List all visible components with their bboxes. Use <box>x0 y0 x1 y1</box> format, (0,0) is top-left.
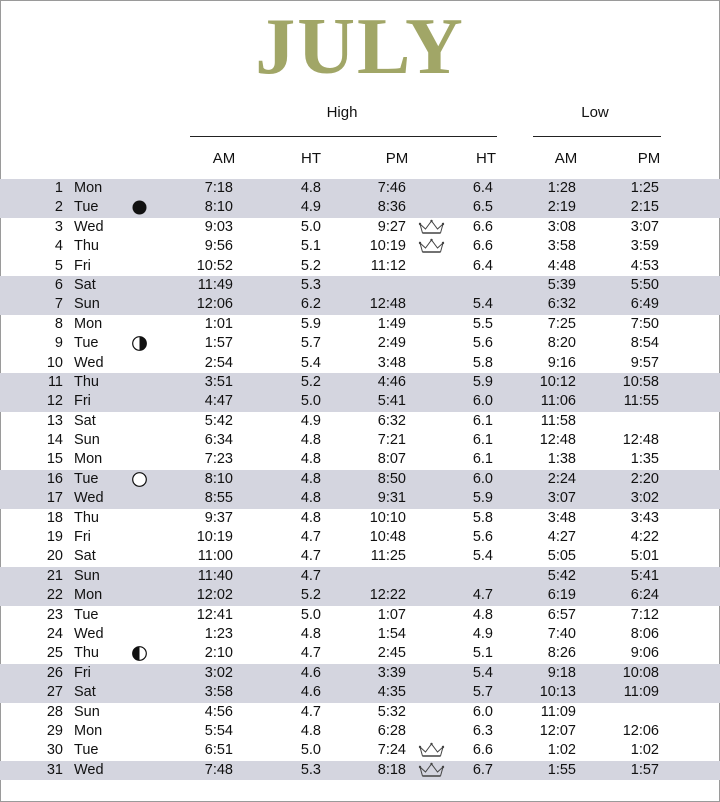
high-am-height: 5.2 <box>300 587 321 604</box>
low-pm-time: 1:35 <box>630 451 659 468</box>
day-number: 18 <box>46 509 63 526</box>
table-row <box>0 761 720 780</box>
high-am-height: 4.7 <box>300 645 321 662</box>
col-header-low-pm: PM <box>637 150 661 167</box>
high-pm-time: 2:45 <box>377 645 406 662</box>
low-pm-time: 5:50 <box>630 276 659 293</box>
page-title: JULY <box>255 3 465 91</box>
weekday: Mon <box>74 587 103 604</box>
table-row <box>0 412 720 431</box>
high-am-time: 9:56 <box>204 238 233 255</box>
weekday: Wed <box>74 625 104 642</box>
high-pm-height: 6.1 <box>472 432 493 449</box>
high-am-time: 11:00 <box>197 548 233 565</box>
high-pm-time: 3:48 <box>377 354 406 371</box>
last-quarter-moon-icon <box>131 646 148 661</box>
high-am-height: 5.3 <box>300 761 321 778</box>
day-number: 14 <box>46 432 63 449</box>
low-pm-time: 7:50 <box>630 315 659 332</box>
table-row <box>0 664 720 683</box>
weekday: Tue <box>74 199 99 216</box>
table-row <box>0 741 720 760</box>
day-number: 5 <box>54 257 63 274</box>
low-am-time: 5:39 <box>547 276 576 293</box>
weekday: Mon <box>74 451 103 468</box>
high-am-time: 1:23 <box>204 625 233 642</box>
high-am-time: 2:54 <box>204 354 233 371</box>
high-am-height: 5.9 <box>300 315 321 332</box>
weekday: Thu <box>74 238 99 255</box>
high-pm-time: 6:28 <box>377 722 406 739</box>
low-am-time: 2:19 <box>547 199 576 216</box>
high-am-time: 8:10 <box>204 470 233 487</box>
high-pm-height: 5.5 <box>472 315 493 332</box>
weekday: Sun <box>74 703 100 720</box>
low-pm-time: 11:09 <box>623 684 659 701</box>
day-number: 26 <box>46 664 63 681</box>
day-number: 12 <box>46 393 63 410</box>
high-am-time: 10:19 <box>196 529 233 546</box>
day-number: 10 <box>46 354 63 371</box>
high-pm-height: 6.1 <box>472 451 493 468</box>
high-am-time: 6:34 <box>204 432 233 449</box>
table-row <box>0 567 720 586</box>
high-pm-height: 6.3 <box>472 722 493 739</box>
low-am-time: 3:48 <box>547 509 576 526</box>
day-number: 9 <box>54 335 63 352</box>
high-pm-time: 9:31 <box>377 490 406 507</box>
weekday: Fri <box>74 393 91 410</box>
table-row <box>0 373 720 392</box>
low-pm-time: 1:57 <box>630 761 659 778</box>
high-am-time: 12:41 <box>196 606 233 623</box>
low-pm-time: 5:01 <box>630 548 659 565</box>
table-row <box>0 257 720 276</box>
day-number: 20 <box>46 548 63 565</box>
high-am-height: 6.2 <box>300 296 321 313</box>
weekday: Tue <box>74 470 99 487</box>
day-number: 30 <box>46 742 63 759</box>
high-am-height: 4.8 <box>300 625 321 642</box>
high-pm-time: 8:36 <box>377 199 406 216</box>
high-pm-height: 6.0 <box>472 470 493 487</box>
high-am-height: 4.7 <box>300 703 321 720</box>
weekday: Wed <box>74 761 104 778</box>
table-row <box>0 276 720 295</box>
low-am-time: 10:12 <box>539 373 576 390</box>
high-pm-height: 5.4 <box>472 548 493 565</box>
high-am-height: 4.9 <box>300 199 321 216</box>
low-group-rule <box>533 136 661 137</box>
low-pm-time: 3:02 <box>630 490 659 507</box>
high-pm-time: 10:19 <box>369 238 406 255</box>
low-pm-time: 5:41 <box>630 567 659 584</box>
high-pm-time: 8:50 <box>377 470 406 487</box>
weekday: Tue <box>74 742 99 759</box>
low-pm-time: 12:48 <box>622 432 659 449</box>
high-am-time: 3:51 <box>204 373 233 390</box>
high-am-height: 5.0 <box>300 606 321 623</box>
high-pm-time: 4:46 <box>377 373 406 390</box>
low-pm-time: 8:06 <box>630 625 659 642</box>
high-pm-height: 6.6 <box>472 238 493 255</box>
table-row <box>0 509 720 528</box>
weekday: Sun <box>74 567 100 584</box>
high-pm-time: 1:07 <box>377 606 406 623</box>
low-pm-time: 9:06 <box>630 645 659 662</box>
table-row <box>0 295 720 314</box>
high-pm-time: 2:49 <box>377 335 406 352</box>
high-am-time: 5:42 <box>204 412 233 429</box>
low-am-time: 3:58 <box>547 238 576 255</box>
day-number: 16 <box>46 470 63 487</box>
table-row <box>0 586 720 605</box>
high-am-time: 8:55 <box>204 490 233 507</box>
weekday: Fri <box>74 257 91 274</box>
table-row <box>0 354 720 373</box>
high-am-time: 7:18 <box>204 180 233 196</box>
high-pm-height: 5.9 <box>472 490 493 507</box>
weekday: Tue <box>74 606 99 623</box>
day-number: 7 <box>54 296 63 313</box>
high-am-height: 5.2 <box>300 373 321 390</box>
high-am-time: 2:10 <box>204 645 233 662</box>
day-number: 2 <box>54 199 63 216</box>
high-group-heading: High <box>326 104 358 121</box>
high-pm-height: 5.1 <box>472 645 493 662</box>
high-am-time: 11:49 <box>197 276 233 293</box>
high-am-height: 5.4 <box>300 354 321 371</box>
col-header-low-am: AM <box>554 150 578 167</box>
low-am-time: 8:20 <box>547 335 576 352</box>
high-pm-time: 7:24 <box>377 742 406 759</box>
high-pm-time: 9:27 <box>377 218 406 235</box>
day-number: 13 <box>46 412 63 429</box>
low-am-time: 5:05 <box>547 548 576 565</box>
high-am-height: 5.7 <box>300 335 321 352</box>
high-am-time: 3:58 <box>204 684 233 701</box>
low-pm-time: 1:02 <box>630 742 659 759</box>
new-moon-icon <box>131 200 148 215</box>
col-header-high-am: AM <box>212 150 236 167</box>
high-pm-height: 6.7 <box>472 761 493 778</box>
high-am-time: 10:52 <box>196 257 233 274</box>
high-pm-time: 8:07 <box>377 451 406 468</box>
low-am-time: 10:13 <box>539 684 576 701</box>
high-pm-time: 4:35 <box>377 684 406 701</box>
high-am-height: 5.3 <box>300 276 321 293</box>
low-pm-time: 7:12 <box>630 606 659 623</box>
weekday: Wed <box>74 354 104 371</box>
high-am-height: 4.7 <box>300 529 321 546</box>
crown-icon <box>417 762 446 779</box>
high-pm-height: 4.8 <box>472 606 493 623</box>
weekday: Thu <box>74 373 99 390</box>
high-pm-time: 11:25 <box>370 548 406 565</box>
high-pm-time: 8:18 <box>377 761 406 778</box>
high-am-height: 4.6 <box>300 684 321 701</box>
high-pm-height: 5.8 <box>472 509 493 526</box>
low-am-time: 11:58 <box>540 412 576 429</box>
high-pm-time: 3:39 <box>377 664 406 681</box>
high-am-time: 1:57 <box>204 335 233 352</box>
high-pm-time: 5:41 <box>377 393 406 410</box>
high-pm-height: 6.0 <box>472 393 493 410</box>
tide-table <box>0 179 720 780</box>
high-am-time: 4:56 <box>204 703 233 720</box>
low-pm-time: 8:54 <box>630 335 659 352</box>
col-header-high-pm: PM <box>385 150 409 167</box>
high-am-time: 12:06 <box>196 296 233 313</box>
table-row <box>0 470 720 489</box>
low-am-time: 6:57 <box>547 606 576 623</box>
crown-icon <box>417 238 446 255</box>
low-pm-time: 10:58 <box>622 373 659 390</box>
low-am-time: 1:38 <box>547 451 576 468</box>
day-number: 3 <box>54 218 63 235</box>
high-am-time: 9:03 <box>204 218 233 235</box>
high-pm-height: 6.6 <box>472 742 493 759</box>
table-row <box>0 703 720 722</box>
weekday: Wed <box>74 218 104 235</box>
high-pm-time: 1:49 <box>377 315 406 332</box>
high-am-height: 5.1 <box>300 238 321 255</box>
high-pm-time: 1:54 <box>377 625 406 642</box>
low-pm-time: 2:20 <box>630 470 659 487</box>
high-am-height: 5.0 <box>300 742 321 759</box>
high-am-time: 5:54 <box>204 722 233 739</box>
low-am-time: 12:48 <box>539 432 576 449</box>
low-am-time: 1:02 <box>547 742 576 759</box>
table-row <box>0 392 720 411</box>
high-pm-time: 12:48 <box>369 296 406 313</box>
high-pm-time: 11:12 <box>370 257 406 274</box>
table-row <box>0 237 720 256</box>
table-row <box>0 218 720 237</box>
table-row <box>0 450 720 469</box>
weekday: Sun <box>74 296 100 313</box>
high-am-time: 9:37 <box>204 509 233 526</box>
high-am-height: 4.8 <box>300 451 321 468</box>
day-number: 24 <box>46 625 63 642</box>
high-pm-height: 5.4 <box>472 664 493 681</box>
high-am-time: 12:02 <box>196 587 233 604</box>
low-pm-time: 3:59 <box>630 238 659 255</box>
crown-icon <box>417 219 446 236</box>
weekday: Wed <box>74 490 104 507</box>
low-pm-time: 10:08 <box>622 664 659 681</box>
day-number: 11 <box>47 373 63 390</box>
weekday: Sat <box>74 412 96 429</box>
high-pm-height: 5.8 <box>472 354 493 371</box>
weekday: Tue <box>74 335 99 352</box>
weekday: Sat <box>74 548 96 565</box>
high-am-time: 1:01 <box>204 315 233 332</box>
low-am-time: 6:19 <box>547 587 576 604</box>
low-am-time: 1:55 <box>547 761 576 778</box>
low-am-time: 3:07 <box>547 490 576 507</box>
full-moon-icon <box>131 472 148 487</box>
weekday: Fri <box>74 529 91 546</box>
high-am-height: 5.0 <box>300 218 321 235</box>
table-row <box>0 547 720 566</box>
weekday: Thu <box>74 645 99 662</box>
high-pm-height: 5.4 <box>472 296 493 313</box>
low-pm-time: 11:55 <box>623 393 659 410</box>
high-pm-height: 6.4 <box>472 257 493 274</box>
high-am-height: 4.8 <box>300 470 321 487</box>
low-am-time: 11:06 <box>540 393 576 410</box>
low-am-time: 8:26 <box>547 645 576 662</box>
high-pm-height: 6.6 <box>472 218 493 235</box>
low-pm-time: 3:07 <box>630 218 659 235</box>
high-am-height: 5.0 <box>300 393 321 410</box>
table-row <box>0 683 720 702</box>
high-am-height: 4.8 <box>300 180 321 196</box>
low-am-time: 12:07 <box>539 722 576 739</box>
low-am-time: 4:48 <box>547 257 576 274</box>
high-pm-time: 7:46 <box>377 180 406 196</box>
day-number: 4 <box>54 238 63 255</box>
high-pm-time: 10:48 <box>369 529 406 546</box>
high-pm-height: 4.7 <box>472 587 493 604</box>
table-row <box>0 528 720 547</box>
col-header-high-ht2: HT <box>476 150 496 167</box>
table-row <box>0 606 720 625</box>
high-pm-height: 5.6 <box>472 529 493 546</box>
low-am-time: 2:24 <box>547 470 576 487</box>
low-pm-time: 6:49 <box>630 296 659 313</box>
high-pm-height: 5.7 <box>472 684 493 701</box>
table-row <box>0 625 720 644</box>
low-am-time: 9:16 <box>547 354 576 371</box>
low-am-time: 5:42 <box>547 567 576 584</box>
weekday: Sat <box>74 684 96 701</box>
high-am-height: 4.6 <box>300 664 321 681</box>
crown-icon <box>417 742 446 759</box>
table-row <box>0 315 720 334</box>
col-header-high-ht1: HT <box>301 150 321 167</box>
weekday: Mon <box>74 722 103 739</box>
weekday: Mon <box>74 180 103 196</box>
high-pm-height: 6.0 <box>472 703 493 720</box>
high-pm-time: 10:10 <box>369 509 406 526</box>
high-am-height: 4.8 <box>300 509 321 526</box>
low-pm-time: 4:53 <box>630 257 659 274</box>
high-am-time: 11:40 <box>197 567 233 584</box>
day-number: 1 <box>54 180 63 196</box>
weekday: Sat <box>74 276 96 293</box>
low-am-time: 9:18 <box>547 664 576 681</box>
low-pm-time: 9:57 <box>630 354 659 371</box>
high-am-time: 7:48 <box>204 761 233 778</box>
high-group-rule <box>190 136 497 137</box>
low-group-heading: Low <box>581 104 609 121</box>
day-number: 22 <box>46 587 63 604</box>
day-number: 23 <box>46 606 63 623</box>
low-am-time: 4:27 <box>547 529 576 546</box>
table-row <box>0 334 720 353</box>
high-pm-height: 6.1 <box>472 412 493 429</box>
high-pm-height: 4.9 <box>472 625 493 642</box>
day-number: 21 <box>46 567 63 584</box>
high-am-height: 4.9 <box>300 412 321 429</box>
low-pm-time: 6:24 <box>630 587 659 604</box>
weekday: Sun <box>74 432 100 449</box>
table-row <box>0 489 720 508</box>
table-row <box>0 431 720 450</box>
high-pm-time: 5:32 <box>377 703 406 720</box>
low-am-time: 6:32 <box>547 296 576 313</box>
high-am-height: 4.8 <box>300 432 321 449</box>
weekday: Mon <box>74 315 103 332</box>
low-pm-time: 12:06 <box>622 722 659 739</box>
day-number: 25 <box>46 645 63 662</box>
high-pm-height: 6.5 <box>472 199 493 216</box>
high-am-height: 5.2 <box>300 257 321 274</box>
low-pm-time: 2:15 <box>630 199 659 216</box>
weekday: Fri <box>74 664 91 681</box>
high-pm-height: 6.4 <box>472 180 493 196</box>
low-am-time: 1:28 <box>547 180 576 196</box>
weekday: Thu <box>74 509 99 526</box>
day-number: 19 <box>46 529 63 546</box>
low-pm-time: 4:22 <box>630 529 659 546</box>
table-row <box>0 644 720 663</box>
high-am-time: 7:23 <box>204 451 233 468</box>
high-pm-time: 7:21 <box>377 432 406 449</box>
high-am-time: 8:10 <box>204 199 233 216</box>
low-am-time: 7:25 <box>547 315 576 332</box>
high-am-time: 3:02 <box>204 664 233 681</box>
low-am-time: 7:40 <box>547 625 576 642</box>
low-pm-time: 1:25 <box>630 180 659 196</box>
day-number: 29 <box>46 722 63 739</box>
high-pm-height: 5.9 <box>472 373 493 390</box>
day-number: 6 <box>54 276 63 293</box>
first-quarter-moon-icon <box>131 336 148 351</box>
high-pm-height: 5.6 <box>472 335 493 352</box>
high-am-height: 4.8 <box>300 490 321 507</box>
high-am-height: 4.7 <box>300 567 321 584</box>
high-am-height: 4.8 <box>300 722 321 739</box>
low-pm-time: 3:43 <box>630 509 659 526</box>
table-row <box>0 179 720 198</box>
day-number: 31 <box>46 761 63 778</box>
table-row <box>0 722 720 741</box>
day-number: 17 <box>46 490 63 507</box>
day-number: 28 <box>46 703 63 720</box>
day-number: 27 <box>46 684 63 701</box>
low-am-time: 11:09 <box>540 703 576 720</box>
high-am-time: 6:51 <box>204 742 233 759</box>
high-pm-time: 12:22 <box>369 587 406 604</box>
table-row <box>0 198 720 217</box>
high-am-time: 4:47 <box>204 393 233 410</box>
day-number: 15 <box>46 451 63 468</box>
day-number: 8 <box>54 315 63 332</box>
high-am-height: 4.7 <box>300 548 321 565</box>
high-pm-time: 6:32 <box>377 412 406 429</box>
low-am-time: 3:08 <box>547 218 576 235</box>
